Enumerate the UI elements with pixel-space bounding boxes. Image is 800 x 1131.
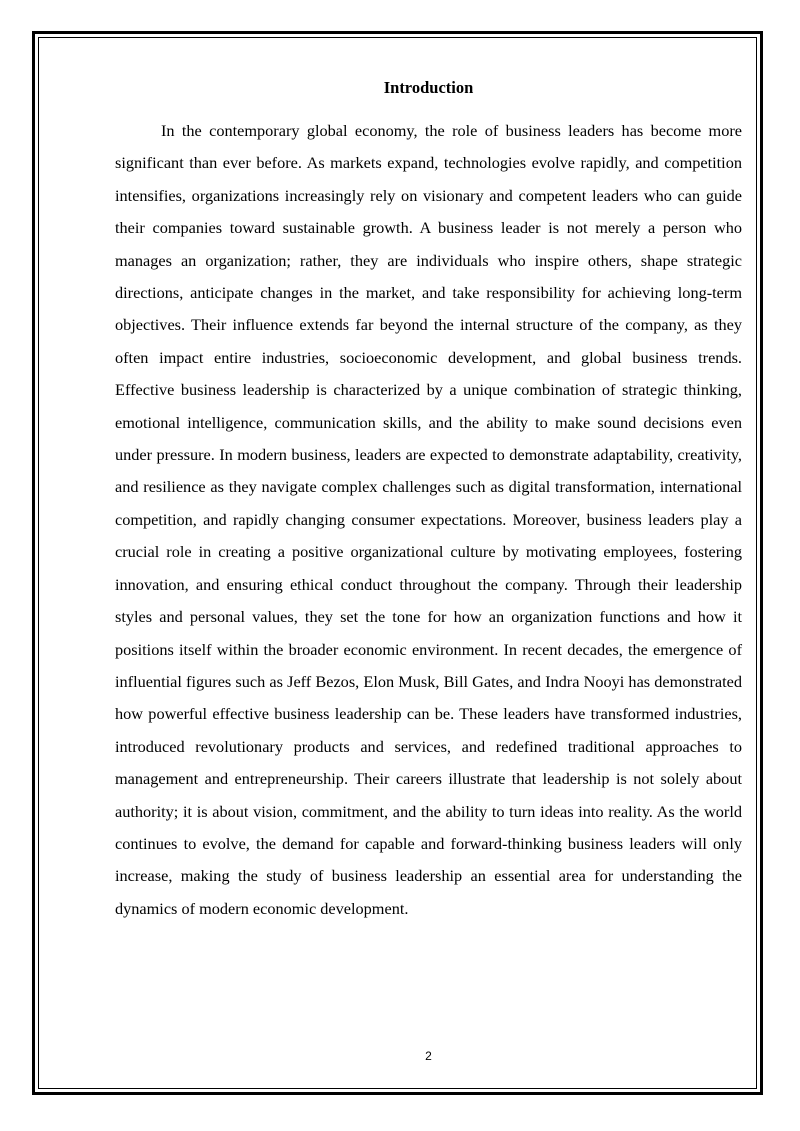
page-number: 2	[425, 1049, 432, 1063]
body-paragraph: In the contemporary global economy, the role of business leaders has become more significant than ever before. As markets expand, technologies evolve rapidly, and competition intensifies, organizations increasingly rely on visionary and competent leaders who can guide their companies toward sustainable growth. A business leader is not merely a person who manages an organization; rather, they are individuals who inspire others, shape strategic directions, anticipate changes in the market, and take responsibility for achieving long-term objectives. Their influence extends far beyond the internal structure of the company, as they often impact entire industries, socioeconomic development, and global business trends. Effective business leadership is characterized by a unique combination of strategic thinking, emotional intelligence, communication skills, and the ability to make sound decisions even under pressure. In modern business, leaders are expected to demonstrate adaptability, creativity, and resilience as they navigate complex challenges such as digital transformation, international competition, and rapidly changing consumer expectations. Moreover, business leaders play a crucial role in creating a positive organizational culture by motivating employees, fostering innovation, and ensuring ethical conduct throughout the company. Through their leadership styles and personal values, they set the tone for how an organization functions and how it positions itself within the broader economic environment. In recent decades, the emergence of influential figures such as Jeff Bezos, Elon Musk, Bill Gates, and Indra Nooyi has demonstrated how powerful effective business leadership can be. These leaders have transformed industries, introduced revolutionary products and services, and redefined traditional approaches to management and entrepreneurship. Their careers illustrate that leadership is not solely about authority; it is about vision, commitment, and the ability to turn ideas into reality. As the world continues to evolve, the demand for capable and forward-thinking business leaders will only increase, making the study of business leadership an essential area for understanding the dynamics of modern economic development.	[115, 121, 742, 918]
page-title: Introduction	[383, 78, 474, 97]
